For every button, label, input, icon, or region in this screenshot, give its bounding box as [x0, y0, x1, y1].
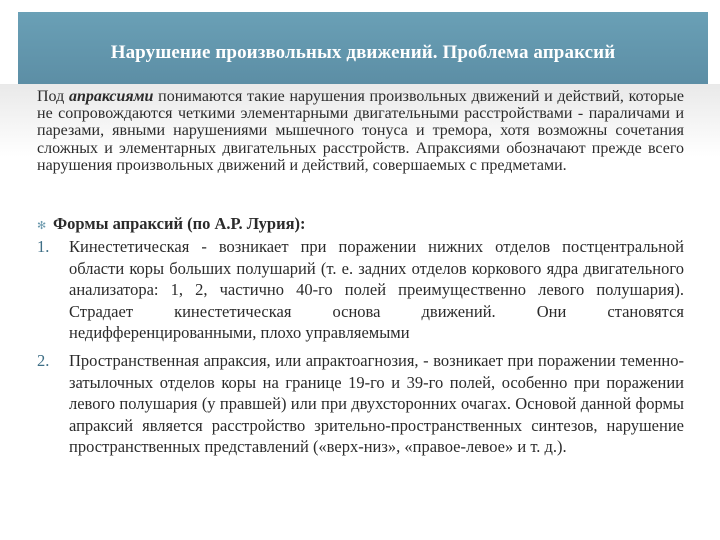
list-item-text: Пространственная апраксия, или апрактоагнозия, - возникает при поражении теменно-затылочных отделов коры на границе 19-го и 39-го полей, особенно при поражении левого полушария (у правшей) или при двухсторонних очагах. Основой данной формы апраксий является расстройство зрительно-пространственных синтезов, нарушение пространственных представлений («верх-низ», «правое-левое» и т. д.). [69, 350, 684, 457]
intro-paragraph [37, 88, 684, 174]
slide-title: Нарушение произвольных движений. Проблема апраксий [110, 42, 616, 63]
forms-list [37, 236, 684, 464]
list-item-text: Кинестетическая - возникает при поражении нижних отделов постцентральной области коры больших полушарий (т. е. задних отделов коркового ядра двигательного анализатора: 1, 2, частично 40-го полей преимущественно левого полушария). Страдает кинестетическая основа движений. Они становятся недифференцированными, плохо управляемыми [69, 237, 684, 343]
list-item-number: 1. [37, 237, 50, 256]
list-item-number: 2. [37, 350, 50, 370]
slide-content [0, 84, 720, 540]
intro-pre: Под [37, 88, 69, 105]
list-item [37, 236, 684, 344]
forms-heading-text: Формы апраксий (по А.Р. Лурия): [53, 214, 306, 233]
intro-post: понимаются такие нарушения произвольных движений и действий, которые не сопровождаются четкими элементарными двигательными расстройствами - параличами и парезами, явными нарушениями мышечного тонуса и тремора, хотя возможны сочетания сложных и элементарных двигательных расстройств. Апраксиями обозначают прежде всего нарушения произвольных движений и действий, совершаемых с предметами. [37, 88, 685, 174]
star-bullet-icon: ✻ [37, 220, 47, 232]
intro-term: апраксиями [68, 88, 154, 105]
forms-heading [37, 214, 684, 236]
title-band [18, 12, 708, 84]
list-item [37, 350, 684, 458]
